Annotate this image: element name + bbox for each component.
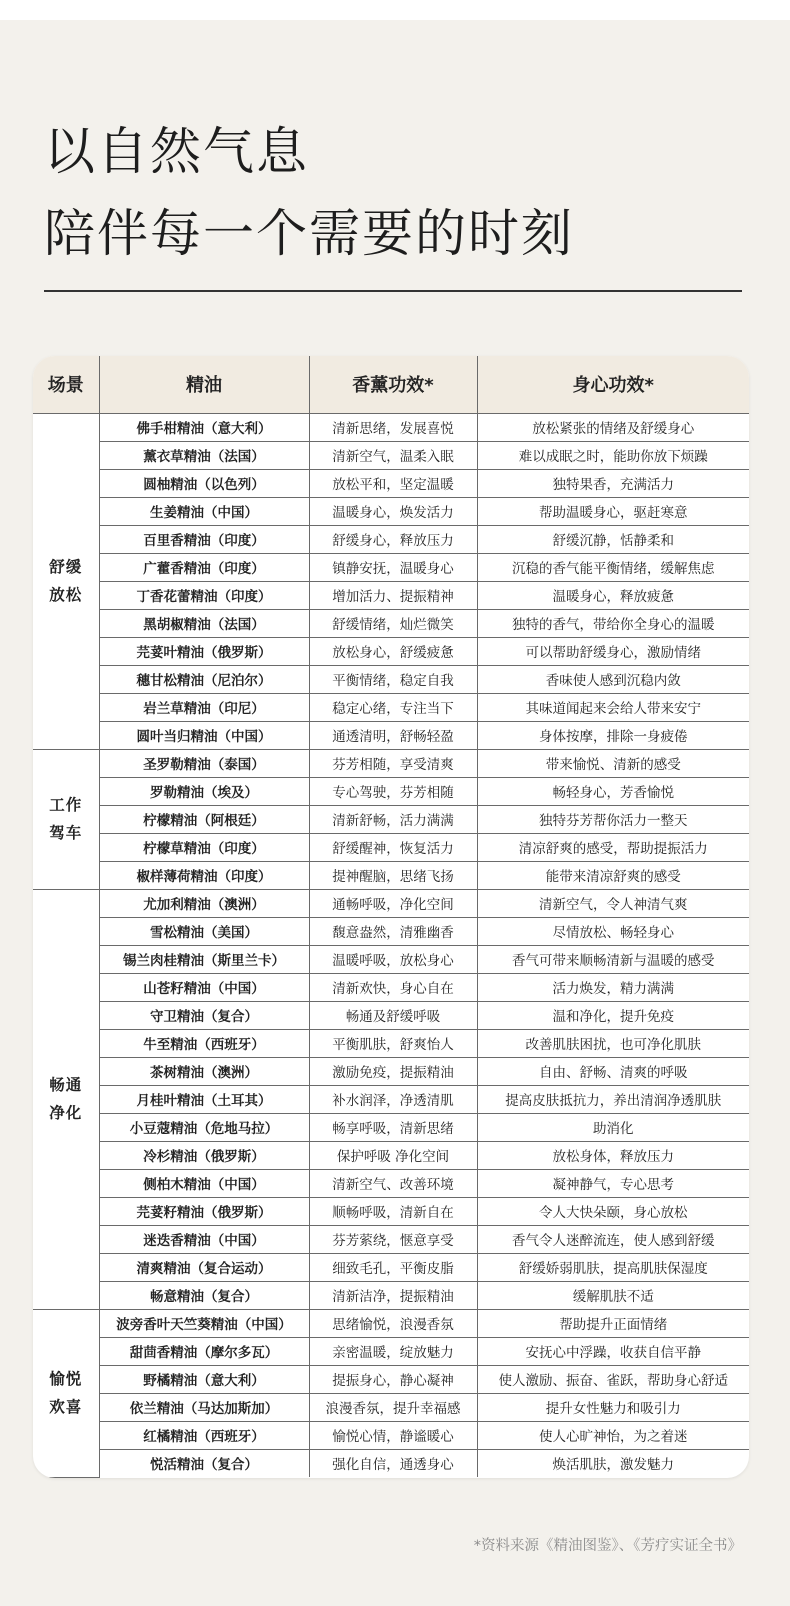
scene-cell: 畅通 净化	[33, 889, 99, 1309]
body-mind-effect-cell: 清新空气，令人神清气爽	[477, 889, 749, 917]
body-mind-effect-cell: 使人激励、振奋、雀跃，帮助身心舒适	[477, 1365, 749, 1393]
body-mind-effect-cell: 帮助提升正面情绪	[477, 1309, 749, 1337]
table-row	[33, 637, 749, 665]
table-row	[33, 1169, 749, 1197]
body-mind-effect-cell: 使人心旷神怡，为之着迷	[477, 1421, 749, 1449]
body-mind-effect-cell: 难以成眠之时，能助你放下烦躁	[477, 441, 749, 469]
aroma-effect-cell: 补水润泽，净透清肌	[309, 1085, 477, 1113]
top-strip	[0, 0, 790, 20]
oil-table-card	[33, 356, 749, 1478]
oil-cell: 丁香花蕾精油（印度）	[99, 581, 309, 609]
oil-cell: 百里香精油（印度）	[99, 525, 309, 553]
table-row	[33, 553, 749, 581]
body-mind-effect-cell: 香味使人感到沉稳内敛	[477, 665, 749, 693]
aroma-effect-cell: 放松身心，舒缓疲惫	[309, 637, 477, 665]
table-row	[33, 1225, 749, 1253]
aroma-effect-cell: 馥意盎然，清雅幽香	[309, 917, 477, 945]
table-row	[33, 581, 749, 609]
aroma-effect-cell: 思绪愉悦，浪漫香氛	[309, 1309, 477, 1337]
body-mind-effect-cell: 独特的香气，带给你全身心的温暖	[477, 609, 749, 637]
aroma-effect-cell: 平衡肌肤，舒爽怡人	[309, 1029, 477, 1057]
body-mind-effect-cell: 凝神静气，专心思考	[477, 1169, 749, 1197]
body-mind-effect-cell: 焕活肌肤，激发魅力	[477, 1449, 749, 1477]
table-row	[33, 777, 749, 805]
oil-cell: 椒样薄荷精油（印度）	[99, 861, 309, 889]
body-mind-effect-cell: 帮助温暖身心，驱赶寒意	[477, 497, 749, 525]
headline-divider	[44, 290, 742, 292]
oil-cell: 山苍籽精油（中国）	[99, 973, 309, 1001]
body-mind-effect-cell: 畅轻身心，芳香愉悦	[477, 777, 749, 805]
oil-cell: 悦活精油（复合）	[99, 1449, 309, 1477]
oil-cell: 芫荽叶精油（俄罗斯）	[99, 637, 309, 665]
body-mind-effect-cell: 沉稳的香气能平衡情绪，缓解焦虑	[477, 553, 749, 581]
header-scene: 场景	[33, 356, 99, 413]
aroma-effect-cell: 温暖身心，焕发活力	[309, 497, 477, 525]
body-mind-effect-cell: 提升女性魅力和吸引力	[477, 1393, 749, 1421]
oil-cell: 圆叶当归精油（中国）	[99, 721, 309, 749]
aroma-effect-cell: 芬芳萦绕，惬意享受	[309, 1225, 477, 1253]
body-mind-effect-cell: 助消化	[477, 1113, 749, 1141]
table-row	[33, 721, 749, 749]
aroma-effect-cell: 提神醒脑，思绪飞扬	[309, 861, 477, 889]
header-aroma-effect: 香薰功效*	[309, 356, 477, 413]
oil-cell: 畅意精油（复合）	[99, 1281, 309, 1309]
aroma-effect-cell: 放松平和，坚定温暖	[309, 469, 477, 497]
oil-cell: 雪松精油（美国）	[99, 917, 309, 945]
aroma-effect-cell: 平衡情绪，稳定自我	[309, 665, 477, 693]
source-footnote: *资料来源《精油图鉴》、《芳疗实证全书》	[473, 1538, 742, 1554]
oil-cell: 芫荽籽精油（俄罗斯）	[99, 1197, 309, 1225]
oil-cell: 柠檬精油（阿根廷）	[99, 805, 309, 833]
table-row	[33, 441, 749, 469]
oil-cell: 甜茴香精油（摩尔多瓦）	[99, 1337, 309, 1365]
table-row	[33, 1001, 749, 1029]
aroma-effect-cell: 保护呼吸 净化空间	[309, 1141, 477, 1169]
body-mind-effect-cell: 放松紧张的情绪及舒缓身心	[477, 413, 749, 441]
body-mind-effect-cell: 舒缓娇弱肌肤，提高肌肤保湿度	[477, 1253, 749, 1281]
body-mind-effect-cell: 缓解肌肤不适	[477, 1281, 749, 1309]
aroma-effect-cell: 顺畅呼吸，清新自在	[309, 1197, 477, 1225]
body-mind-effect-cell: 放松身体，释放压力	[477, 1141, 749, 1169]
oil-table	[33, 356, 749, 1478]
aroma-effect-cell: 亲密温暖，绽放魅力	[309, 1337, 477, 1365]
table-row	[33, 805, 749, 833]
scene-cell: 舒缓 放松	[33, 413, 99, 749]
table-row	[33, 917, 749, 945]
scene-cell: 工作 驾车	[33, 749, 99, 889]
body-mind-effect-cell: 香气令人迷醉流连，使人感到舒缓	[477, 1225, 749, 1253]
table-row	[33, 861, 749, 889]
header-oil: 精油	[99, 356, 309, 413]
aroma-effect-cell: 通透清明，舒畅轻盈	[309, 721, 477, 749]
oil-cell: 茶树精油（澳洲）	[99, 1057, 309, 1085]
aroma-effect-cell: 镇静安抚，温暖身心	[309, 553, 477, 581]
body-mind-effect-cell: 令人大快朵颐，身心放松	[477, 1197, 749, 1225]
body-mind-effect-cell: 自由、舒畅、清爽的呼吸	[477, 1057, 749, 1085]
aroma-effect-cell: 激励免疫，提振精油	[309, 1057, 477, 1085]
aroma-effect-cell: 舒缓醒神，恢复活力	[309, 833, 477, 861]
table-row	[33, 1309, 749, 1337]
body-mind-effect-cell: 尽情放松、畅轻身心	[477, 917, 749, 945]
headline-line-2: 陪伴每一个需要的时刻	[44, 205, 575, 264]
table-row	[33, 889, 749, 917]
table-row	[33, 1141, 749, 1169]
aroma-effect-cell: 浪漫香氛，提升幸福感	[309, 1393, 477, 1421]
oil-cell: 冷杉精油（俄罗斯）	[99, 1141, 309, 1169]
body-mind-effect-cell: 独特芬芳帮你活力一整天	[477, 805, 749, 833]
oil-cell: 广藿香精油（印度）	[99, 553, 309, 581]
oil-cell: 野橘精油（意大利）	[99, 1365, 309, 1393]
oil-cell: 红橘精油（西班牙）	[99, 1421, 309, 1449]
body-mind-effect-cell: 改善肌肤困扰，也可净化肌肤	[477, 1029, 749, 1057]
oil-cell: 黑胡椒精油（法国）	[99, 609, 309, 637]
aroma-effect-cell: 舒缓情绪，灿烂微笑	[309, 609, 477, 637]
table-row	[33, 1057, 749, 1085]
table-row	[33, 1197, 749, 1225]
table-row	[33, 1449, 749, 1477]
oil-cell: 侧柏木精油（中国）	[99, 1169, 309, 1197]
aroma-effect-cell: 清新舒畅，活力满满	[309, 805, 477, 833]
oil-cell: 迷迭香精油（中国）	[99, 1225, 309, 1253]
aroma-effect-cell: 芬芳相随，享受清爽	[309, 749, 477, 777]
table-row	[33, 1393, 749, 1421]
body-mind-effect-cell: 清凉舒爽的感受，帮助提振活力	[477, 833, 749, 861]
oil-cell: 小豆蔻精油（危地马拉）	[99, 1113, 309, 1141]
body-mind-effect-cell: 带来愉悦、清新的感受	[477, 749, 749, 777]
table-row	[33, 665, 749, 693]
body-mind-effect-cell: 其味道闻起来会给人带来安宁	[477, 693, 749, 721]
table-row	[33, 413, 749, 441]
header-body-mind-effect: 身心功效*	[477, 356, 749, 413]
oil-cell: 罗勒精油（埃及）	[99, 777, 309, 805]
table-row	[33, 973, 749, 1001]
oil-cell: 波旁香叶天竺葵精油（中国）	[99, 1309, 309, 1337]
aroma-effect-cell: 清新思绪，发展喜悦	[309, 413, 477, 441]
table-row	[33, 1365, 749, 1393]
aroma-effect-cell: 稳定心绪，专注当下	[309, 693, 477, 721]
body-mind-effect-cell: 香气可带来顺畅清新与温暖的感受	[477, 945, 749, 973]
scene-cell: 愉悦 欢喜	[33, 1309, 99, 1477]
table-body	[33, 413, 749, 1477]
body-mind-effect-cell: 可以帮助舒缓身心，激励情绪	[477, 637, 749, 665]
body-mind-effect-cell: 提高皮肤抵抗力，养出清润净透肌肤	[477, 1085, 749, 1113]
aroma-effect-cell: 畅享呼吸，清新思绪	[309, 1113, 477, 1141]
oil-cell: 月桂叶精油（土耳其）	[99, 1085, 309, 1113]
table-row	[33, 609, 749, 637]
table-row	[33, 469, 749, 497]
table-row	[33, 945, 749, 973]
oil-cell: 圣罗勒精油（泰国）	[99, 749, 309, 777]
body-mind-effect-cell: 身体按摩，排除一身疲倦	[477, 721, 749, 749]
headline-line-1: 以自然气息	[44, 123, 310, 182]
table-row	[33, 1281, 749, 1309]
oil-cell: 生姜精油（中国）	[99, 497, 309, 525]
table-row	[33, 525, 749, 553]
oil-cell: 穗甘松精油（尼泊尔）	[99, 665, 309, 693]
body-mind-effect-cell: 温和净化，提升免疫	[477, 1001, 749, 1029]
aroma-effect-cell: 温暖呼吸，放松身心	[309, 945, 477, 973]
body-mind-effect-cell: 独特果香，充满活力	[477, 469, 749, 497]
table-row	[33, 1029, 749, 1057]
aroma-effect-cell: 提振身心，静心凝神	[309, 1365, 477, 1393]
oil-cell: 佛手柑精油（意大利）	[99, 413, 309, 441]
oil-cell: 锡兰肉桂精油（斯里兰卡）	[99, 945, 309, 973]
oil-cell: 薰衣草精油（法国）	[99, 441, 309, 469]
aroma-effect-cell: 通畅呼吸，净化空间	[309, 889, 477, 917]
table-row	[33, 1085, 749, 1113]
body-mind-effect-cell: 活力焕发，精力满满	[477, 973, 749, 1001]
aroma-effect-cell: 细致毛孔，平衡皮脂	[309, 1253, 477, 1281]
table-row	[33, 497, 749, 525]
aroma-effect-cell: 畅通及舒缓呼吸	[309, 1001, 477, 1029]
aroma-effect-cell: 专心驾驶，芬芳相随	[309, 777, 477, 805]
oil-cell: 圆柚精油（以色列）	[99, 469, 309, 497]
table-header-row	[33, 356, 749, 413]
aroma-effect-cell: 清新空气、改善环境	[309, 1169, 477, 1197]
aroma-effect-cell: 愉悦心情，静谧暖心	[309, 1421, 477, 1449]
oil-cell: 岩兰草精油（印尼）	[99, 693, 309, 721]
table-row	[33, 1337, 749, 1365]
oil-cell: 清爽精油（复合运动）	[99, 1253, 309, 1281]
oil-cell: 尤加利精油（澳洲）	[99, 889, 309, 917]
table-row	[33, 1253, 749, 1281]
table-row	[33, 693, 749, 721]
table-row	[33, 1113, 749, 1141]
body-mind-effect-cell: 能带来清凉舒爽的感受	[477, 861, 749, 889]
table-row	[33, 1421, 749, 1449]
headline	[44, 112, 574, 276]
aroma-effect-cell: 增加活力、提振精神	[309, 581, 477, 609]
body-mind-effect-cell: 安抚心中浮躁，收获自信平静	[477, 1337, 749, 1365]
oil-cell: 柠檬草精油（印度）	[99, 833, 309, 861]
oil-cell: 牛至精油（西班牙）	[99, 1029, 309, 1057]
oil-cell: 守卫精油（复合）	[99, 1001, 309, 1029]
body-mind-effect-cell: 温暖身心，释放疲惫	[477, 581, 749, 609]
oil-cell: 依兰精油（马达加斯加）	[99, 1393, 309, 1421]
table-row	[33, 749, 749, 777]
aroma-effect-cell: 清新洁净，提振精油	[309, 1281, 477, 1309]
aroma-effect-cell: 舒缓身心，释放压力	[309, 525, 477, 553]
aroma-effect-cell: 清新空气，温柔入眠	[309, 441, 477, 469]
aroma-effect-cell: 清新欢快，身心自在	[309, 973, 477, 1001]
table-row	[33, 833, 749, 861]
body-mind-effect-cell: 舒缓沉静，恬静柔和	[477, 525, 749, 553]
aroma-effect-cell: 强化自信，通透身心	[309, 1449, 477, 1477]
